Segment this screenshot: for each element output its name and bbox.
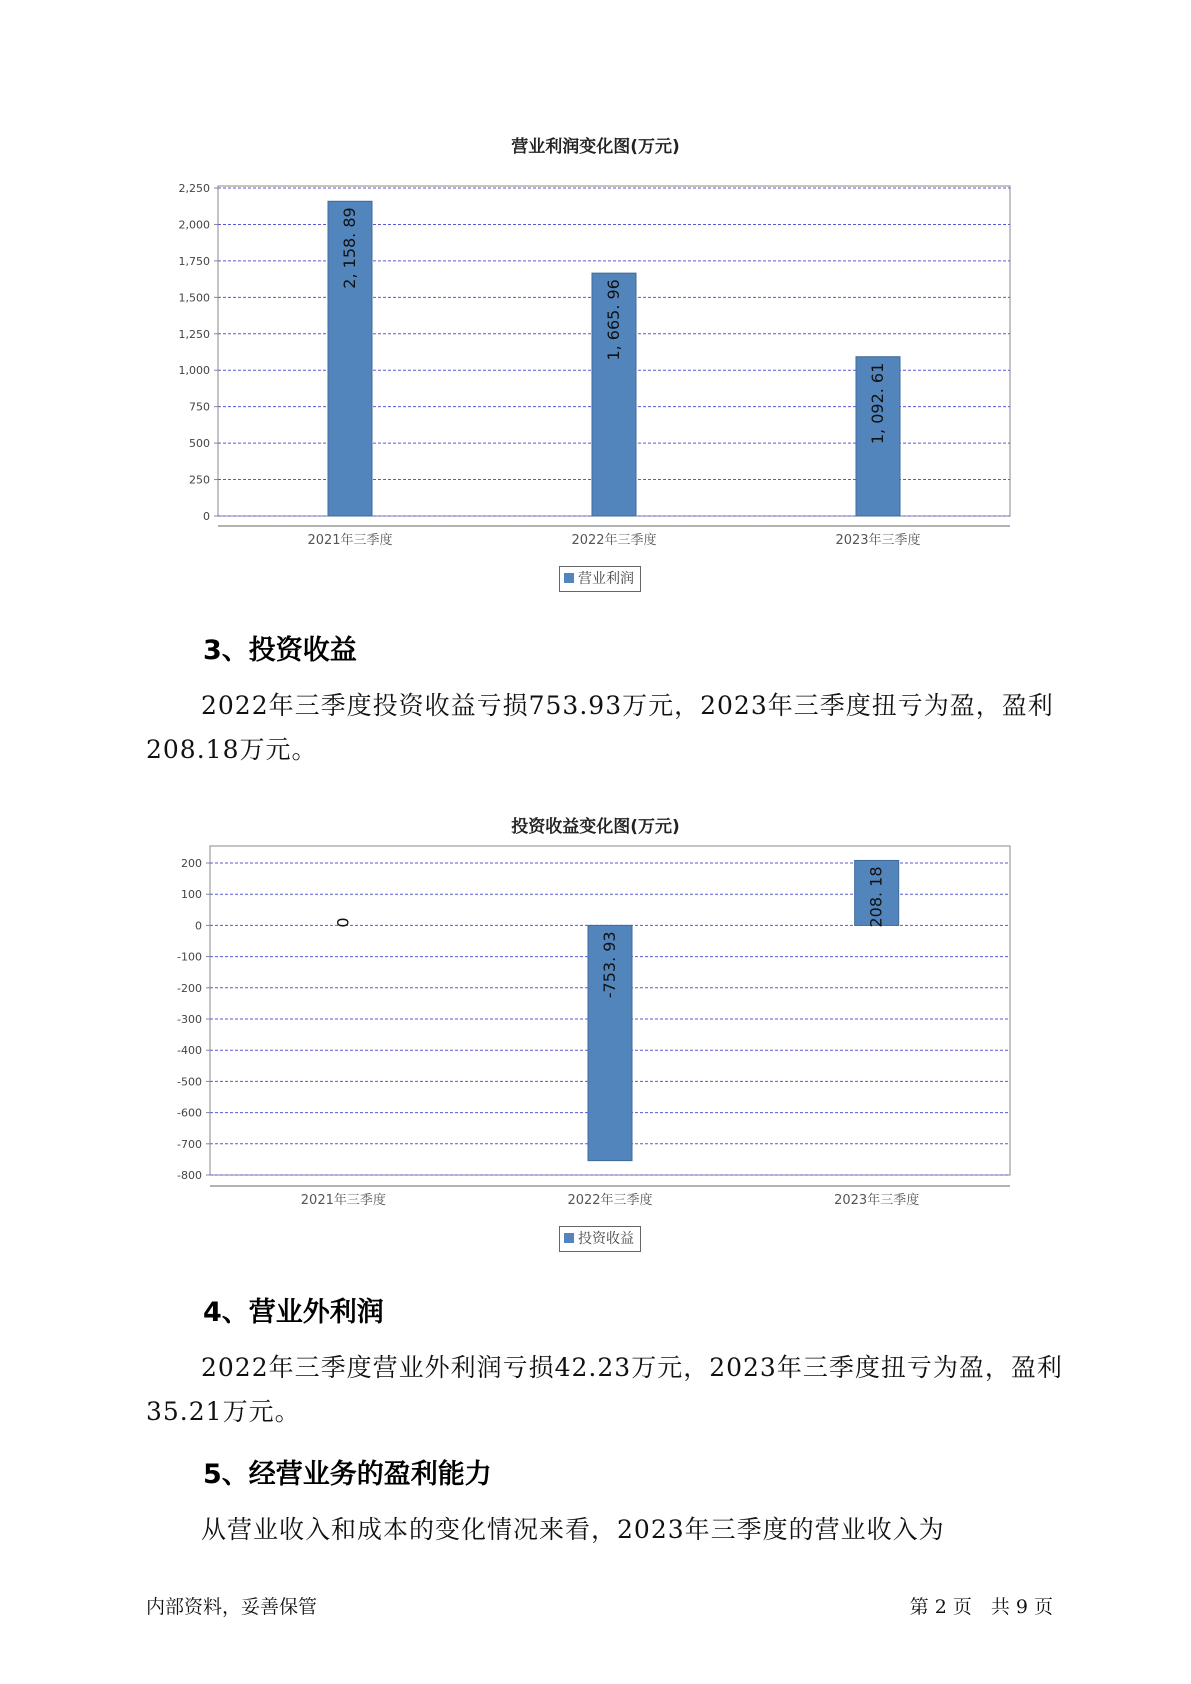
chart1-ytick-label: 2,000 — [178, 218, 210, 232]
chart2-category-label: 2021年三季度 — [300, 1193, 386, 1208]
section4-heading: 4、营业外利润 — [203, 1297, 384, 1328]
chart2-ytick-label: 0 — [195, 919, 202, 933]
chart2-ytick-label: -600 — [177, 1106, 202, 1120]
chart2-title: 投资收益变化图(万元) — [511, 817, 680, 837]
section3-paragraph: 2022年三季度投资收益亏损753.93万元，2023年三季度扭亏为盈，盈利208.18万元。 — [146, 691, 1054, 764]
chart1-ytick-label: 1,500 — [178, 291, 210, 305]
chart2-data-label: 208. 18 — [866, 866, 886, 928]
chart1-ytick-label: 1,250 — [178, 327, 210, 341]
section5-paragraph: 从营业收入和成本的变化情况来看，2023年三季度的营业收入为 — [201, 1515, 945, 1544]
chart2-ytick-label: -300 — [177, 1013, 202, 1026]
chart1-ytick-label: 2,250 — [178, 182, 210, 195]
chart1-ytick-label: 750 — [189, 400, 210, 414]
section4-paragraph: 2022年三季度营业外利润亏损42.23万元，2023年三季度扭亏为盈，盈利35.21万元。 — [146, 1353, 1063, 1426]
chart1-ytick-label: 250 — [189, 473, 210, 487]
chart2-ytick-label: -700 — [177, 1137, 202, 1151]
chart2-ytick-label: 200 — [181, 857, 202, 870]
chart1-ytick-label: 1,750 — [178, 254, 210, 268]
chart1-category-label: 2022年三季度 — [571, 533, 657, 548]
footer-left: 内部资料，妥善保管 — [146, 1596, 318, 1618]
footer-page-number: 第 2 页 共 9 页 — [909, 1596, 1053, 1618]
legend-swatch — [564, 1233, 574, 1243]
section3-heading: 3、投资收益 — [203, 635, 357, 666]
chart1-ytick-label: 1,000 — [178, 364, 210, 378]
chart2-category-label: 2023年三季度 — [834, 1193, 920, 1208]
chart2-legend — [559, 1226, 641, 1252]
chart1-legend-label: 营业利润 — [578, 571, 634, 587]
chart2-ytick-label: -100 — [177, 950, 202, 964]
chart1-category-label: 2023年三季度 — [835, 533, 921, 548]
chart2-category-label: 2022年三季度 — [567, 1193, 653, 1208]
chart2-ytick-label: -800 — [177, 1169, 202, 1182]
section5-heading: 5、经营业务的盈利能力 — [203, 1459, 492, 1490]
chart1-ytick-label: 500 — [189, 437, 210, 451]
chart1-ytick-label: 0 — [203, 510, 210, 523]
chart2-legend-label: 投资收益 — [578, 1231, 634, 1247]
chart1-category-label: 2021年三季度 — [307, 533, 393, 548]
chart2-ytick-label: -500 — [177, 1075, 202, 1089]
chart2-ytick-label: -200 — [177, 981, 202, 995]
chart1-data-label: 1, 665. 96 — [604, 279, 623, 361]
chart1-title: 营业利润变化图(万元) — [511, 137, 680, 157]
chart1-data-label: 2, 158. 89 — [340, 207, 359, 289]
chart2-data-label: 0 — [333, 917, 353, 928]
chart2-data-label: -753. 93 — [600, 931, 619, 999]
chart2-ytick-label: -400 — [177, 1044, 202, 1058]
chart1-data-label: 1, 092. 61 — [868, 362, 887, 445]
chart2-ytick-label: 100 — [181, 888, 202, 902]
